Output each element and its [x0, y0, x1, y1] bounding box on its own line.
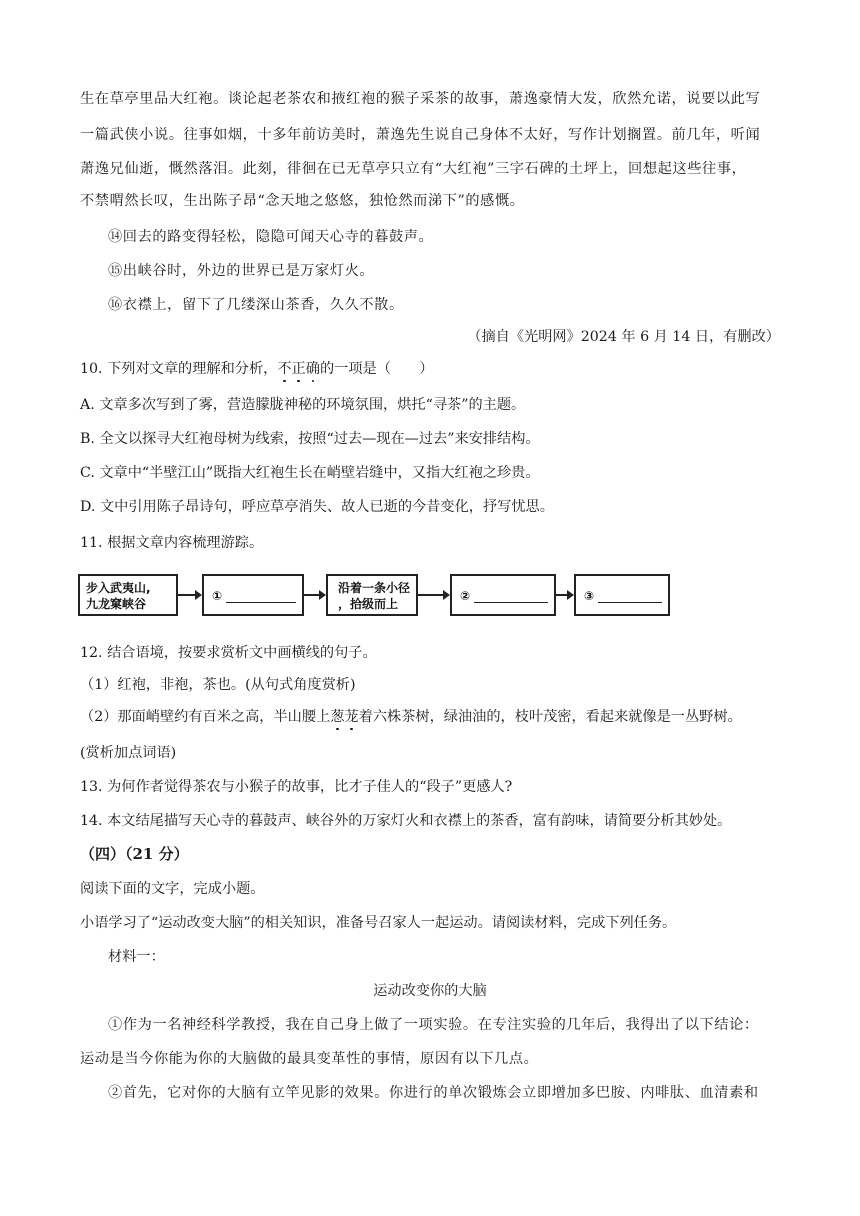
flow-box-blank-1 — [202, 574, 304, 616]
paragraph-13-line-2: 一篇武侠小说。往事如烟，十多年前访美时，萧逸先生说自己身体不太好，写作计划搁置。前几年，听闻 — [80, 127, 761, 143]
flow-arrow-2 — [304, 594, 324, 596]
q10-stem-pre: 10. 下列对文章的理解和分析， — [80, 361, 278, 377]
q10-dotted-char-1: 不 — [277, 361, 292, 377]
material-1-paragraph-1-line-1: ①作为一名神经科学教授，我在自己身上做了一项实验。在专注实验的几年后，我得出了以下结论： — [108, 1017, 759, 1033]
flow-arrow-1 — [178, 594, 200, 596]
flow-blank-1-label: ① — [212, 589, 223, 603]
q12-dotted-char-2: 茏 — [344, 709, 359, 725]
paragraph-16: ⑯衣襟上，留下了几缕深山茶香，久久不散。 — [108, 297, 404, 313]
flow-box-blank-2 — [450, 574, 556, 616]
flow-blank-1-line — [226, 602, 296, 603]
q10-stem-post: 的一项是（ ） — [319, 361, 434, 377]
material-1-label: 材料一： — [108, 949, 165, 965]
material-1-paragraph-1-line-2: 运动是当今你能为你的大脑做的最具变革性的事情，原因有以下几点。 — [80, 1051, 539, 1067]
question-10-option-a: A. 文章多次写到了雾，营造朦胧神秘的环境氛围，烘托“寻茶”的主题。 — [80, 397, 526, 413]
question-12-stem: 12. 结合语境，按要求赏析文中画横线的句子。 — [80, 645, 377, 661]
q12-dotted-char-1: 葱 — [330, 709, 345, 725]
flow-box-path-line-2: ，拾级而上 — [338, 597, 399, 611]
q12-sub-2-pre: （2）那面峭壁约有百米之高，半山腰上 — [80, 709, 331, 725]
paragraph-13-line-3: 萧逸兄仙逝，慨然落泪。此刻，徘徊在已无草亭只立有“大红袍”三字石碑的土坪上，回想起这些往事， — [80, 161, 747, 177]
question-12-sub-1: （1）红袍，非袍，茶也。(从句式角度赏析) — [80, 677, 356, 693]
question-10-stem — [80, 358, 433, 378]
question-14: 14. 本文结尾描写天心寺的暮鼓声、峡谷外的万家灯火和衣襟上的茶香，富有韵味，请简要分析其妙处。 — [80, 813, 732, 829]
flow-blank-3-line — [598, 602, 662, 603]
q12-sub-2-post: 着六株茶树，绿油油的，枝叶茂密，看起来就像是一丛野树。 — [358, 709, 742, 725]
flow-box-start-line-1: 步入武夷山, — [86, 581, 151, 595]
flow-box-start — [78, 574, 178, 616]
question-10-option-c: C. 文章中“半壁江山”既指大红袍生长在峭壁岩缝中，又指大红袍之珍贵。 — [80, 465, 540, 481]
source-note: （摘自《光明网》2024 年 6 月 14 日，有删改） — [467, 329, 780, 345]
material-1-paragraph-2-line-1: ②首先，它对你的大脑有立竿见影的效果。你进行的单次锻炼会立即增加多巴胺、内啡肽、血清素和 — [108, 1085, 759, 1101]
section-4-instruction: 阅读下面的文字，完成小题。 — [80, 881, 265, 897]
flow-box-blank-3 — [574, 574, 670, 616]
q10-dotted-char-2: 正 — [291, 361, 306, 377]
flow-blank-3-label: ③ — [584, 589, 595, 603]
paragraph-13-line-4: 不禁喟然长叹，生出陈子昂“念天地之悠悠，独怆然而涕下”的感慨。 — [80, 193, 525, 209]
question-10-option-d: D. 文中引用陈子昂诗句，呼应草亭消失、故人已逝的今昔变化，抒写忧思。 — [80, 499, 554, 515]
route-flowchart — [78, 570, 778, 620]
question-13: 13. 为何作者觉得茶农与小猴子的故事，比才子佳人的“段子”更感人? — [80, 779, 513, 795]
flow-blank-2-label: ② — [460, 589, 471, 603]
flow-box-path — [326, 574, 418, 616]
paragraph-15: ⑮出峡谷时，外边的世界已是万家灯火。 — [108, 263, 375, 279]
question-11-stem: 11. 根据文章内容梳理游踪。 — [80, 535, 264, 551]
section-4-task: 小语学习了“运动改变大脑”的相关知识，准备号召家人一起运动。请阅读材料，完成下列任务。 — [80, 915, 677, 931]
flow-box-path-line-1: 沿着一条小径 — [338, 581, 411, 595]
paragraph-13-line-1: 生在草亭里品大红袍。谈论起老茶农和掖红袍的猴子采茶的故事，萧逸豪情大发，欣然允诺，说要以此写 — [80, 91, 761, 107]
flow-box-start-line-2: 九龙窠峡谷 — [86, 597, 147, 611]
flow-arrow-3 — [418, 594, 448, 596]
flow-arrow-4 — [556, 594, 572, 596]
q10-dotted-char-3: 确 — [305, 361, 320, 377]
question-10-option-b: B. 全文以探寻大红袍母树为线索，按照“过去—现在—过去”来安排结构。 — [80, 431, 540, 447]
section-4-heading: （四）（21 分） — [80, 845, 189, 863]
material-1-title: 运动改变你的大脑 — [373, 983, 487, 999]
paragraph-14: ⑭回去的路变得轻松，隐隐可闻天心寺的暮鼓声。 — [108, 229, 434, 245]
question-12-sub-2 — [80, 706, 742, 726]
flow-blank-2-line — [474, 602, 548, 603]
question-12-note: (赏析加点词语) — [80, 745, 177, 761]
